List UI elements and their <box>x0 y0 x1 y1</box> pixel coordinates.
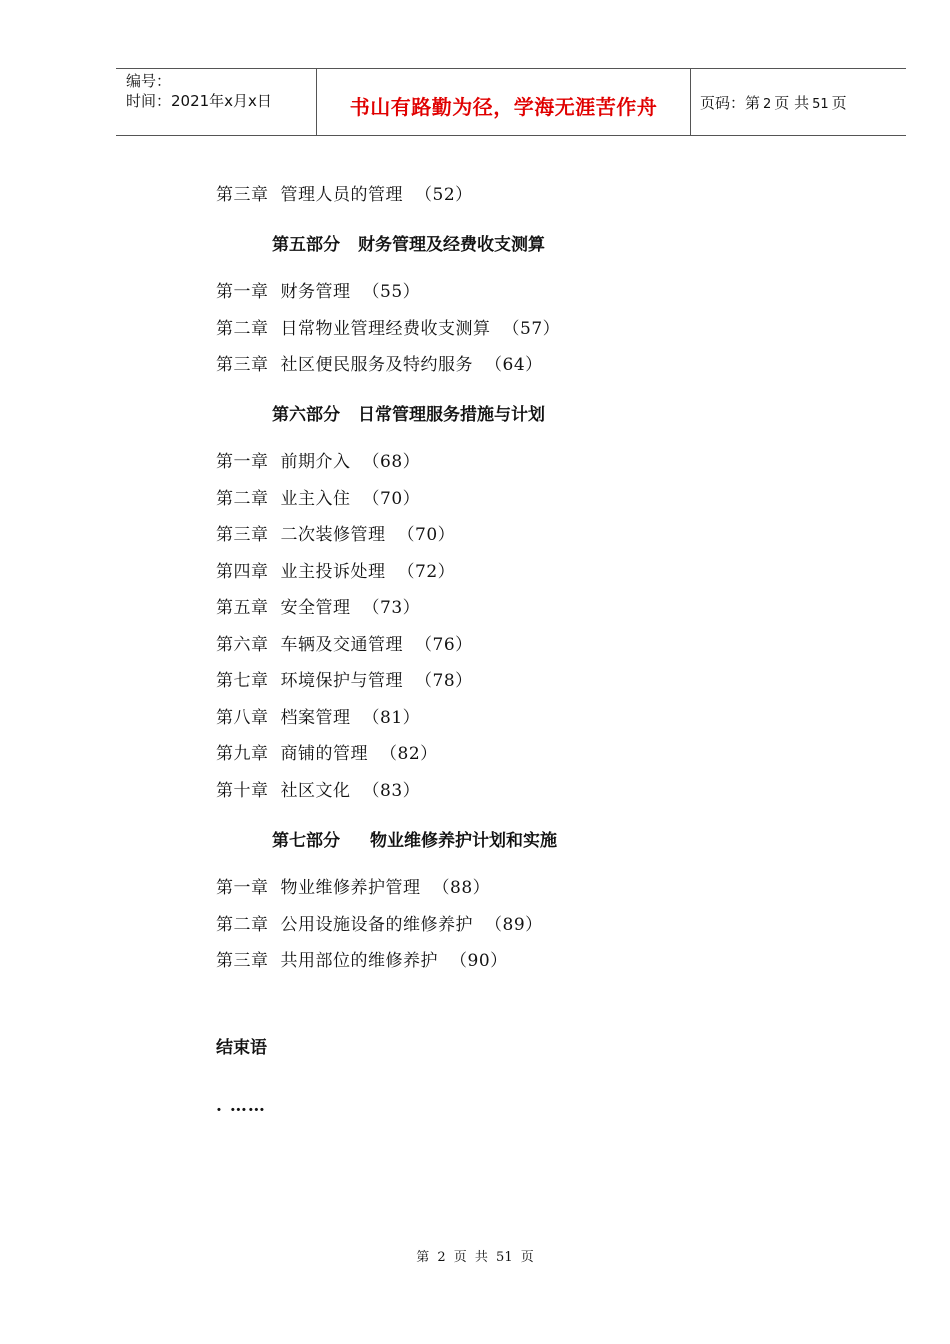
toc-title: 前期介入 <box>280 452 351 472</box>
toc-entry <box>216 593 420 618</box>
toc-title: 车辆及交通管理 <box>280 635 403 655</box>
toc-page: （90） <box>450 951 508 971</box>
toc-title: 财务管理 <box>280 282 351 302</box>
toc-entry <box>216 873 490 898</box>
toc-chapter: 第一章 <box>216 282 269 302</box>
toc-page: （68） <box>362 452 421 472</box>
toc-page: （83） <box>362 781 421 801</box>
header-meta <box>126 71 272 111</box>
toc-entry <box>216 910 543 935</box>
toc-chapter: 第三章 <box>216 185 269 205</box>
toc-title: 二次装修管理 <box>280 525 386 545</box>
toc-chapter: 第九章 <box>216 744 269 764</box>
page-prefix: 页码：第 <box>700 94 761 112</box>
page-suffix: 页 <box>831 94 847 112</box>
toc-entry <box>216 314 560 339</box>
toc-chapter: 第七章 <box>216 671 269 691</box>
doc-time-label: 时间：2021年x月x日 <box>126 92 272 110</box>
toc-page: （82） <box>380 744 438 764</box>
toc-entry <box>216 703 420 728</box>
toc-entry <box>216 447 420 472</box>
toc-part-heading <box>272 400 545 425</box>
toc-chapter: 第五章 <box>216 598 269 618</box>
toc-title: 共用部位的维修养护 <box>280 951 438 971</box>
toc-title: 管理人员的管理 <box>280 185 403 205</box>
doc-number-label: 编号： <box>126 72 172 90</box>
toc-page: （73） <box>362 598 421 618</box>
toc-part-title: 日常管理服务措施与计划 <box>358 405 545 425</box>
toc-entry <box>216 484 420 509</box>
toc-chapter: 第二章 <box>216 319 269 339</box>
toc-entry <box>216 277 420 302</box>
toc-title: 业主投诉处理 <box>280 562 386 582</box>
toc-title: 社区便民服务及特约服务 <box>280 355 473 375</box>
toc-part-heading <box>272 826 557 851</box>
header-page-info <box>700 92 847 113</box>
toc-entry <box>216 557 455 582</box>
toc-page: （64） <box>485 355 543 375</box>
toc-entry <box>216 666 473 691</box>
toc-title: 环境保护与管理 <box>280 671 403 691</box>
toc-chapter: 第三章 <box>216 951 269 971</box>
toc-chapter: 第二章 <box>216 915 269 935</box>
toc-part-number: 第六部分 <box>272 405 340 425</box>
toc-page: （55） <box>362 282 421 302</box>
toc-title: 社区文化 <box>280 781 351 801</box>
toc-page: （81） <box>362 708 421 728</box>
toc-entry <box>216 776 420 801</box>
toc-chapter: 第十章 <box>216 781 269 801</box>
toc-chapter: 第三章 <box>216 355 269 375</box>
page-current: 2 <box>763 97 772 112</box>
toc-entry <box>216 739 438 764</box>
toc-ending: 结束语 <box>216 1038 267 1058</box>
page-footer: 第 2 页 共 51 页 <box>416 1250 534 1265</box>
toc-part-number: 第七部分 <box>272 831 340 851</box>
toc-title: 档案管理 <box>280 708 351 728</box>
toc-entry <box>216 630 473 655</box>
toc-page: （72） <box>397 562 456 582</box>
header-motto: 书山有路勤为径，学海无涯苦作舟 <box>349 95 658 119</box>
toc-entry <box>216 520 455 545</box>
toc-chapter: 第一章 <box>216 452 269 472</box>
toc-entry <box>216 180 473 205</box>
toc-part-title: 物业维修养护计划和实施 <box>370 831 557 851</box>
toc-part-heading <box>272 230 545 255</box>
page-total: 51 <box>812 97 829 112</box>
toc-chapter: 第八章 <box>216 708 269 728</box>
toc-page: （57） <box>502 319 561 339</box>
toc-part-title: 财务管理及经费收支测算 <box>358 235 545 255</box>
toc-page: （76） <box>415 635 473 655</box>
page-mid: 页 共 <box>774 94 810 112</box>
toc-page: （70） <box>397 525 456 545</box>
toc-title: 物业维修养护管理 <box>280 878 421 898</box>
toc-title: 公用设施设备的维修养护 <box>280 915 473 935</box>
page-header <box>116 68 906 136</box>
toc-chapter: 第三章 <box>216 525 269 545</box>
toc-title: 日常物业管理经费收支测算 <box>280 319 491 339</box>
toc-title: 安全管理 <box>280 598 351 618</box>
toc-entry <box>216 350 543 375</box>
toc-page: （88） <box>432 878 491 898</box>
toc-page: （78） <box>415 671 473 691</box>
toc-page: （70） <box>362 489 421 509</box>
toc-title: 商铺的管理 <box>280 744 368 764</box>
toc-ellipsis: . …… <box>216 1096 266 1116</box>
toc-page: （89） <box>485 915 543 935</box>
toc-chapter: 第一章 <box>216 878 269 898</box>
toc-chapter: 第二章 <box>216 489 269 509</box>
toc-entry <box>216 946 508 971</box>
header-divider <box>690 69 691 135</box>
toc-title: 业主入住 <box>280 489 351 509</box>
toc-chapter: 第四章 <box>216 562 269 582</box>
toc-page: （52） <box>415 185 473 205</box>
toc-part-number: 第五部分 <box>272 235 340 255</box>
toc-chapter: 第六章 <box>216 635 269 655</box>
